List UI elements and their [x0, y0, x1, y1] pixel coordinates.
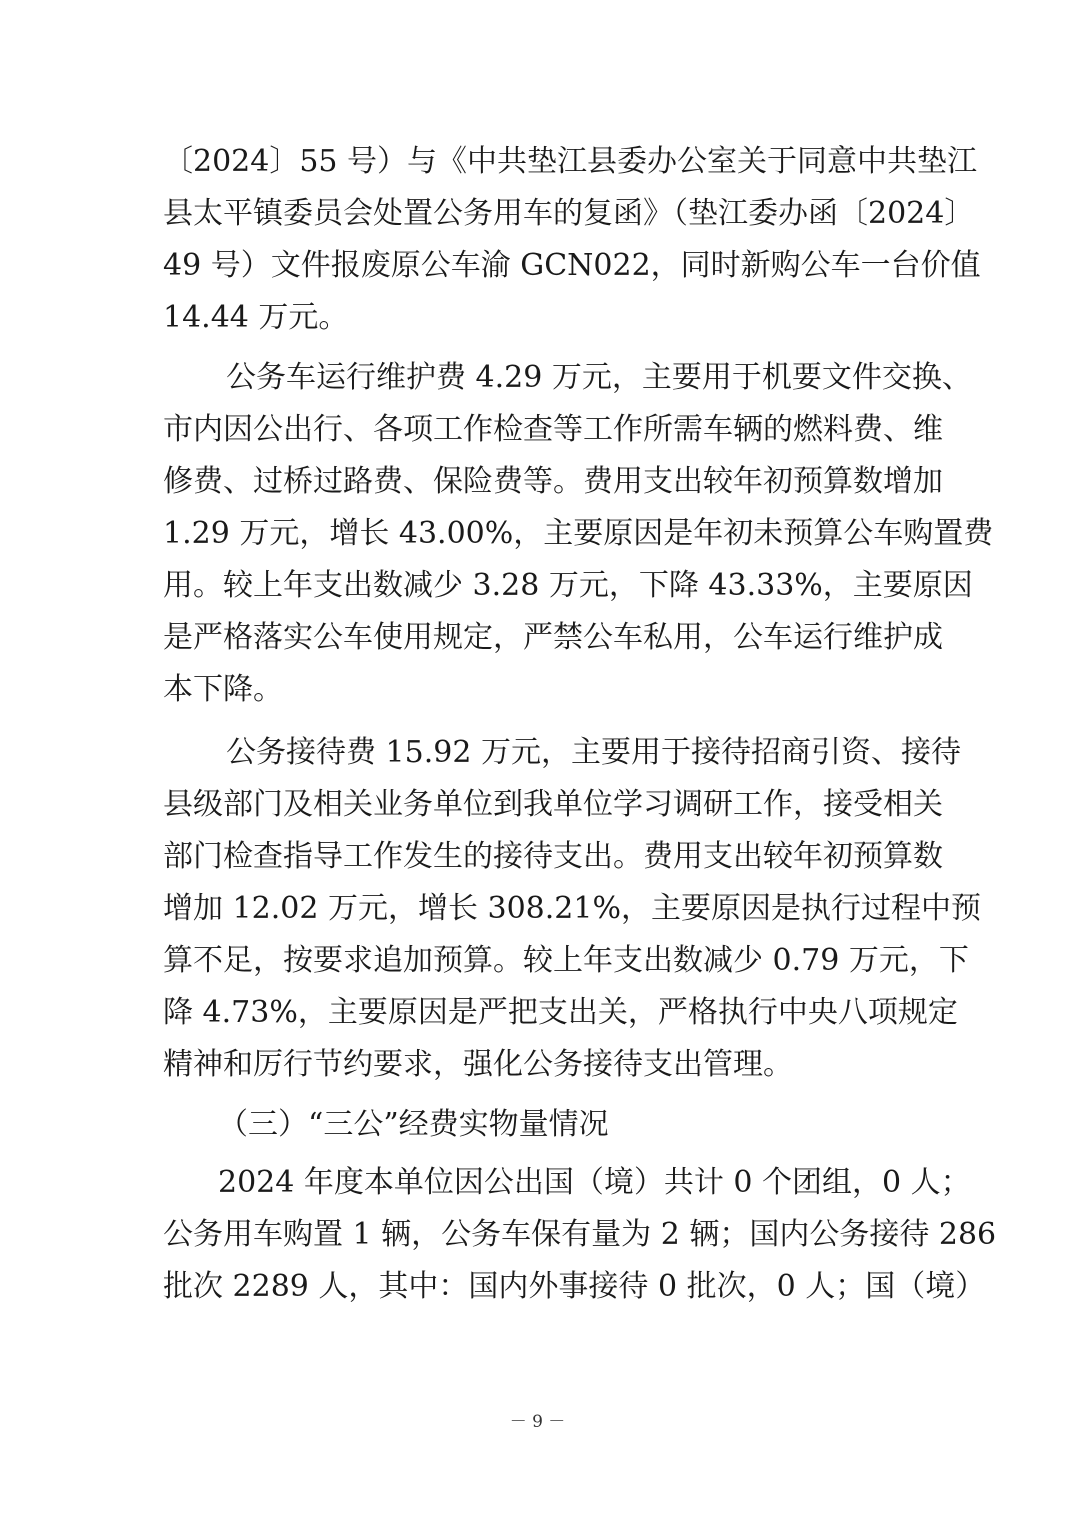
- text-line-15: 增加 12.02 万元，增长 308.21%，主要原因是执行过程中预: [163, 891, 981, 926]
- text-line-21: 公务用车购置 1 辆，公务车保有量为 2 辆；国内公务接待 286: [163, 1217, 997, 1252]
- paragraph-reception-start: 公务接待费 15.92 万元，主要用于接待招商引资、接待: [226, 735, 961, 770]
- text-line-7: 修费、过桥过路费、保险费等。费用支出较年初预算数增加: [163, 464, 943, 499]
- text-line-14: 部门检查指导工作发生的接待支出。费用支出较年初预算数: [163, 839, 943, 874]
- text-line-1: 〔2024〕55 号）与《中共垫江县委办公室关于同意中共垫江: [163, 144, 978, 179]
- text-line-8: 1.29 万元，增长 43.00%，主要原因是年初未预算公车购置费: [163, 516, 994, 551]
- text-line-2: 县太平镇委员会处置公务用车的复函》（垫江委办函〔2024〕: [163, 196, 975, 231]
- paragraph-vehicle-maintenance-start: 公务车运行维护费 4.29 万元，主要用于机要文件交换、: [226, 360, 972, 395]
- section-heading: （三）“三公”经费实物量情况: [218, 1107, 609, 1142]
- text-line-18: 精神和厉行节约要求，强化公务接待支出管理。: [163, 1047, 793, 1082]
- text-line-9: 用。较上年支出数减少 3.28 万元，下降 43.33%，主要原因: [163, 568, 973, 603]
- text-line-6: 市内因公出行、各项工作检查等工作所需车辆的燃料费、维: [163, 412, 943, 447]
- text-line-16: 算不足，按要求追加预算。较上年支出数减少 0.79 万元，下: [163, 943, 969, 978]
- text-line-3: 49 号）文件报废原公车渝 GCN022，同时新购公车一台价值: [163, 248, 981, 283]
- text-line-22: 批次 2289 人，其中：国内外事接待 0 批次，0 人；国（境）: [163, 1269, 986, 1304]
- text-line-13: 县级部门及相关业务单位到我单位学习调研工作，接受相关: [163, 787, 943, 822]
- page-number: － 9 －: [509, 1412, 566, 1432]
- text-line-4: 14.44 万元。: [163, 300, 349, 335]
- paragraph-physical-quantity-start: 2024 年度本单位因公出国（境）共计 0 个团组，0 人；: [218, 1165, 971, 1200]
- text-line-11: 本下降。: [163, 672, 283, 707]
- text-line-17: 降 4.73%，主要原因是严把支出关，严格执行中央八项规定: [163, 995, 958, 1030]
- text-line-10: 是严格落实公车使用规定，严禁公车私用，公车运行维护成: [163, 620, 943, 655]
